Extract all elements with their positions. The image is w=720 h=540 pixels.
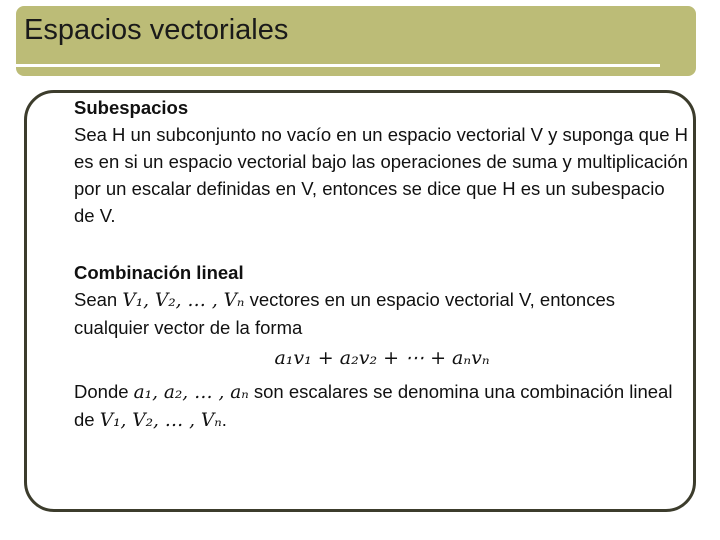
- vectors-math: V₁, V₂, … , Vₙ: [122, 290, 245, 311]
- slide-content: [74, 94, 690, 434]
- linear-combination-formula: a₁v₁ + a₂v₂ + ⋯ + aₙvₙ: [274, 347, 490, 369]
- donde-word: Donde: [74, 381, 129, 402]
- subespacios-heading: Subespacios: [74, 97, 189, 118]
- slide-title: Espacios vectoriales: [24, 14, 289, 46]
- title-underline: [16, 64, 660, 67]
- vectors-description: vectores en un espacio vectorial V, entonces cualquier vector de la forma: [74, 289, 616, 338]
- final-period: .: [221, 409, 227, 430]
- combinacion-intro: [74, 286, 690, 341]
- scalars-description: son escalares se denomina una combinación lineal de: [74, 381, 673, 430]
- combinacion-heading: Combinación lineal: [74, 262, 244, 283]
- sean-word: Sean: [74, 289, 118, 310]
- subespacios-definition: Sea H un subconjunto no vacío en un espacio vectorial V y suponga que H es en si un espacio vectorial bajo las operaciones de suma y multiplicación por un escalar definidas en V, entonces se dice que H es un subespacio de V.: [74, 124, 688, 226]
- vectors-math-end: V₁, V₂, … , Vₙ: [99, 410, 222, 431]
- combinacion-conclusion: [74, 378, 690, 434]
- scalars-math: a₁, a₂, … , aₙ: [133, 382, 249, 403]
- section-gap: [74, 229, 690, 259]
